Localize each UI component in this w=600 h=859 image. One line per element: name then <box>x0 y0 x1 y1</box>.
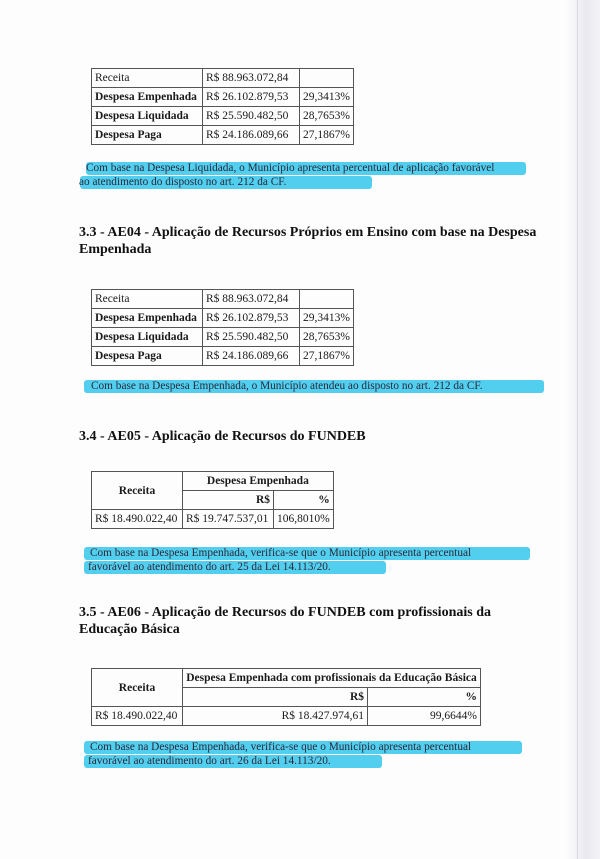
section-heading-3-3: 3.3 - AE04 - Aplicação de Recursos Próprios em Ensino com base na Despesa Empenhada <box>79 225 537 257</box>
col-pct-header: % <box>274 491 334 510</box>
row-pct: 29,3413% <box>300 88 354 107</box>
cell-receita: R$ 18.490.022,40 <box>92 707 183 726</box>
row-value: R$ 25.590.482,50 <box>203 107 300 126</box>
table-row <box>92 107 354 126</box>
row-label: Receita <box>92 69 203 88</box>
row-pct: 27,1867% <box>300 126 354 145</box>
table-row <box>92 328 354 347</box>
table-ensino-empenhada <box>91 289 354 366</box>
receita-header: Receita <box>92 472 183 510</box>
table-row <box>92 707 481 726</box>
table-fundeb-profissionais <box>91 668 481 726</box>
table-row <box>92 290 354 309</box>
cell-rs: R$ 18.427.974,61 <box>183 707 368 726</box>
table-row <box>92 88 354 107</box>
table-row <box>92 347 354 366</box>
row-value: R$ 25.590.482,50 <box>203 328 300 347</box>
note-profissionais-line1: Com base na Despesa Empenhada, verifica-se que o Município apresenta percentual <box>90 741 472 753</box>
section-heading-3-4: 3.4 - AE05 - Aplicação de Recursos do FUNDEB <box>79 429 366 444</box>
cell-receita: R$ 18.490.022,40 <box>92 510 183 529</box>
row-pct <box>300 69 354 88</box>
row-label: Despesa Liquidada <box>92 328 203 347</box>
row-label: Despesa Liquidada <box>92 107 203 126</box>
row-value: R$ 26.102.879,53 <box>203 88 300 107</box>
note-fundeb-line2: favorável ao atendimento do art. 25 da Lei 14.113/20. <box>88 561 331 573</box>
row-pct: 29,3413% <box>300 309 354 328</box>
page-edge-line <box>577 0 578 859</box>
table-row <box>92 510 334 529</box>
table-row <box>92 669 481 688</box>
cell-pct: 99,6644% <box>368 707 481 726</box>
row-value: R$ 26.102.879,53 <box>203 309 300 328</box>
row-label: Despesa Empenhada <box>92 309 203 328</box>
col-rs-header: R$ <box>183 491 274 510</box>
row-value: R$ 24.186.089,66 <box>203 347 300 366</box>
row-pct: 27,1867% <box>300 347 354 366</box>
col-rs-header: R$ <box>183 688 368 707</box>
table-ensino-liquidada <box>91 68 354 145</box>
table-row <box>92 309 354 328</box>
table-row <box>92 472 334 491</box>
section-heading-3-5: 3.5 - AE06 - Aplicação de Recursos do FUNDEB com profissionais da Educação Básica <box>79 605 491 637</box>
row-value: R$ 88.963.072,84 <box>203 69 300 88</box>
row-label: Despesa Empenhada <box>92 88 203 107</box>
group-header: Despesa Empenhada <box>183 472 334 491</box>
row-pct: 28,7653% <box>300 328 354 347</box>
note-profissionais-line2: favorável ao atendimento do art. 26 da Lei 14.113/20. <box>88 755 331 767</box>
note-empenhada: Com base na Despesa Empenhada, o Município atendeu ao disposto no art. 212 da CF. <box>91 380 483 392</box>
row-label: Despesa Paga <box>92 347 203 366</box>
row-value: R$ 88.963.072,84 <box>203 290 300 309</box>
cell-rs: R$ 19.747.537,01 <box>183 510 274 529</box>
row-value: R$ 24.186.089,66 <box>203 126 300 145</box>
row-label: Despesa Paga <box>92 126 203 145</box>
table-row <box>92 126 354 145</box>
row-label: Receita <box>92 290 203 309</box>
page-edge-shadow <box>566 0 600 859</box>
table-fundeb <box>91 471 334 529</box>
cell-pct: 106,8010% <box>274 510 334 529</box>
col-pct-header: % <box>368 688 481 707</box>
group-header: Despesa Empenhada com profissionais da Educação Básica <box>183 669 481 688</box>
note-liquidada-line2: ao atendimento do disposto no art. 212 da CF. <box>79 176 287 188</box>
receita-header: Receita <box>92 669 183 707</box>
note-liquidada-line1: Com base na Despesa Liquidada, o Município apresenta percentual de aplicação favorável <box>86 162 495 174</box>
table-row <box>92 69 354 88</box>
row-pct <box>300 290 354 309</box>
row-pct: 28,7653% <box>300 107 354 126</box>
note-fundeb-line1: Com base na Despesa Empenhada, verifica-se que o Município apresenta percentual <box>90 547 472 559</box>
